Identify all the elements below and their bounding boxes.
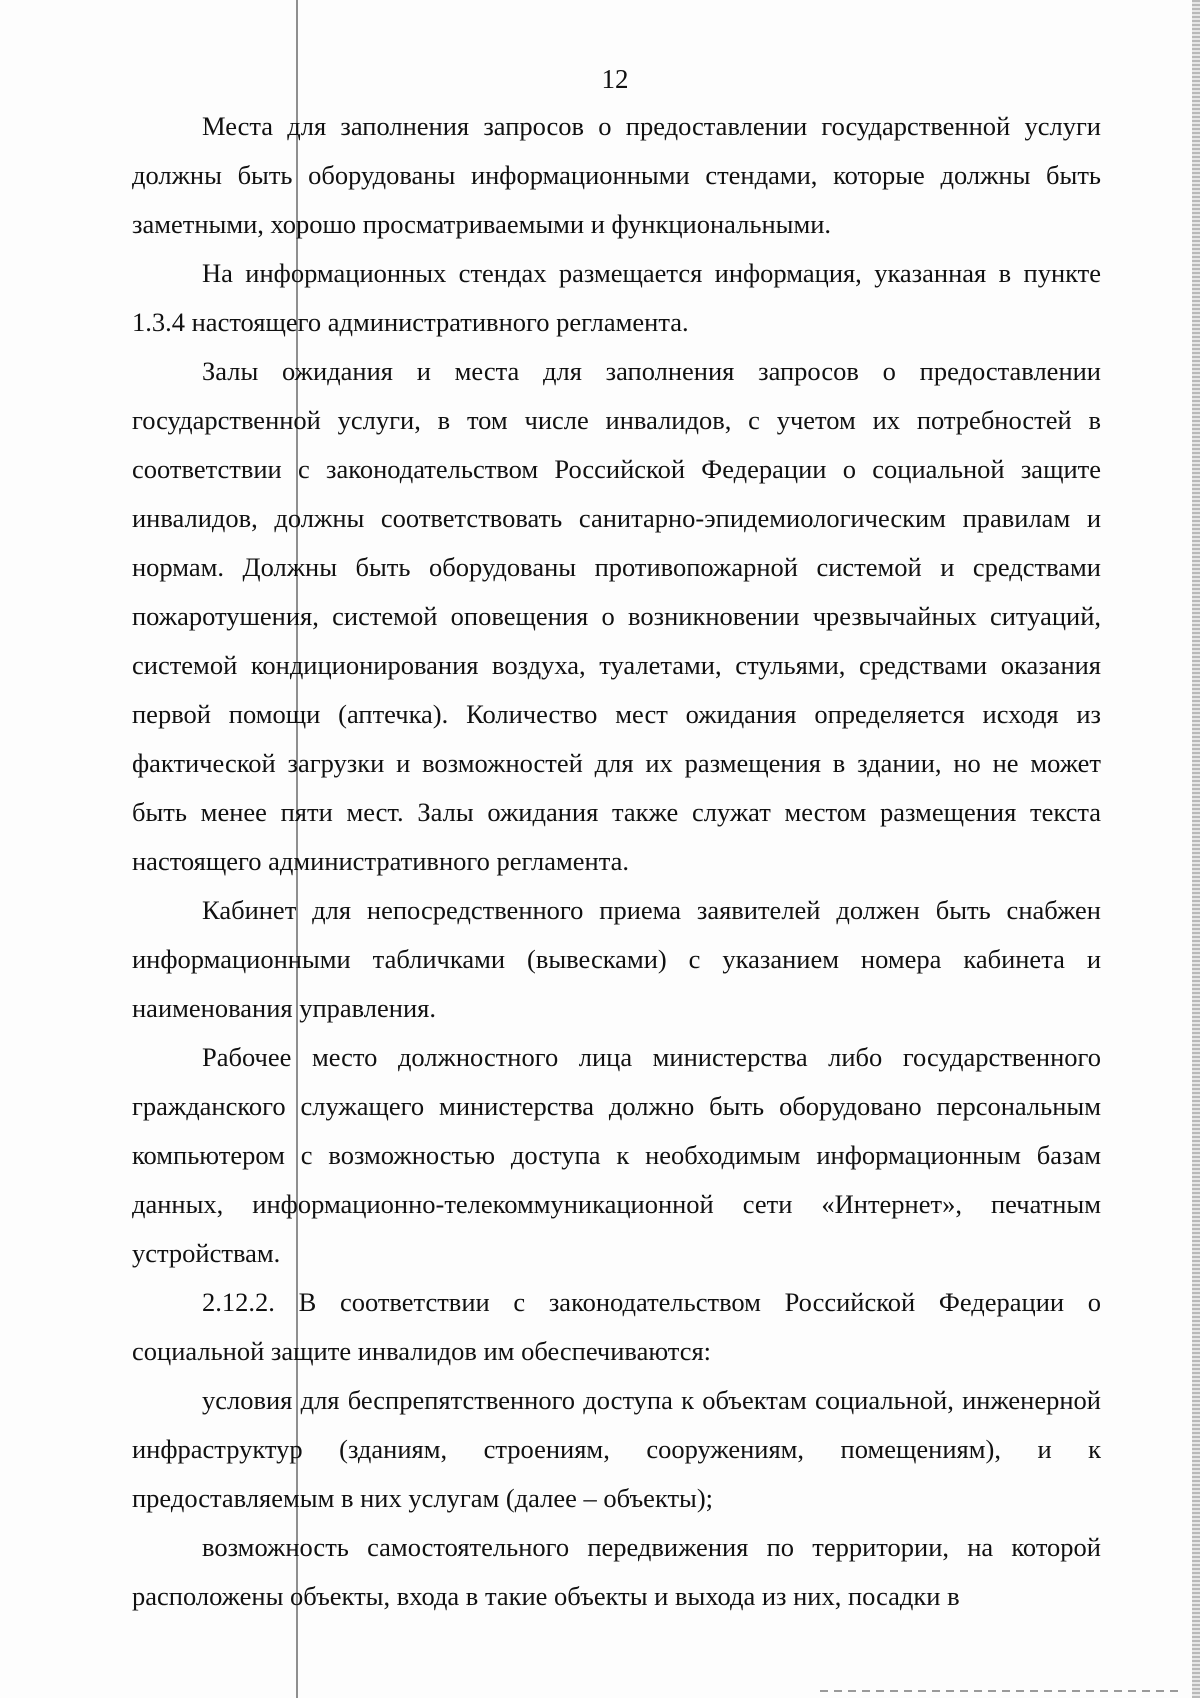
paragraph: Места для заполнения запросов о предоставлении государственной услуги должны быть оборудованы информационными стендами, которые должны быть заметными, хорошо просматриваемыми и функциональными. [132,111,1101,239]
paragraph: Рабочее место должностного лица министерства либо государственного гражданского служащего министерства должно быть оборудовано персональным компьютером с возможностью доступа к необходимым информационным базам данных, информационно-телекоммуникационной сети «Интернет», печатным устройствам. [132,1042,1101,1268]
page-number: 12 [601,64,629,94]
body-text [132,102,1101,1621]
paragraph: условия для беспрепятственного доступа к объектам социальной, инженерной инфраструктур (зданиям, строениям, сооружениям, помещениям), и к предоставляемым в них услугам (далее – объекты); [132,1385,1101,1513]
paragraph: На информационных стендах размещается информация, указанная в пункте 1.3.4 настоящего административного регламента. [132,258,1101,337]
paragraph: возможность самостоятельного передвижения по территории, на которой расположены объекты, входа в такие объекты и выхода из них, посадки в [132,1532,1101,1611]
paragraph: Залы ожидания и места для заполнения запросов о предоставлении государственной услуги, в том числе инвалидов, с учетом их потребностей в соответствии с законодательством Российской Федерации о социальной защите инвалидов, должны соответствовать санитарно-эпидемиологическим правилам и нормам. Должны быть оборудованы противопожарной системой и средствами пожаротушения, системой оповещения о возникновении чрезвычайных ситуаций, системой кондиционирования воздуха, туалетами, стульями, средствами оказания первой помощи (аптечка). Количество мест ожидания определяется исходя из фактической загрузки и возможностей для их размещения в здании, но не может быть менее пяти мест. Залы ожидания также служат местом размещения текста настоящего административного регламента. [132,356,1101,876]
page-edge-shadow [1192,0,1200,1698]
paragraph: Кабинет для непосредственного приема заявителей должен быть снабжен информационными табличками (вывесками) с указанием номера кабинета и наименования управления. [132,895,1101,1023]
scan-artifact-bottom-mark [820,1690,1180,1692]
paragraph: 2.12.2. В соответствии с законодательством Российской Федерации о социальной защите инвалидов им обеспечиваются: [132,1287,1101,1366]
